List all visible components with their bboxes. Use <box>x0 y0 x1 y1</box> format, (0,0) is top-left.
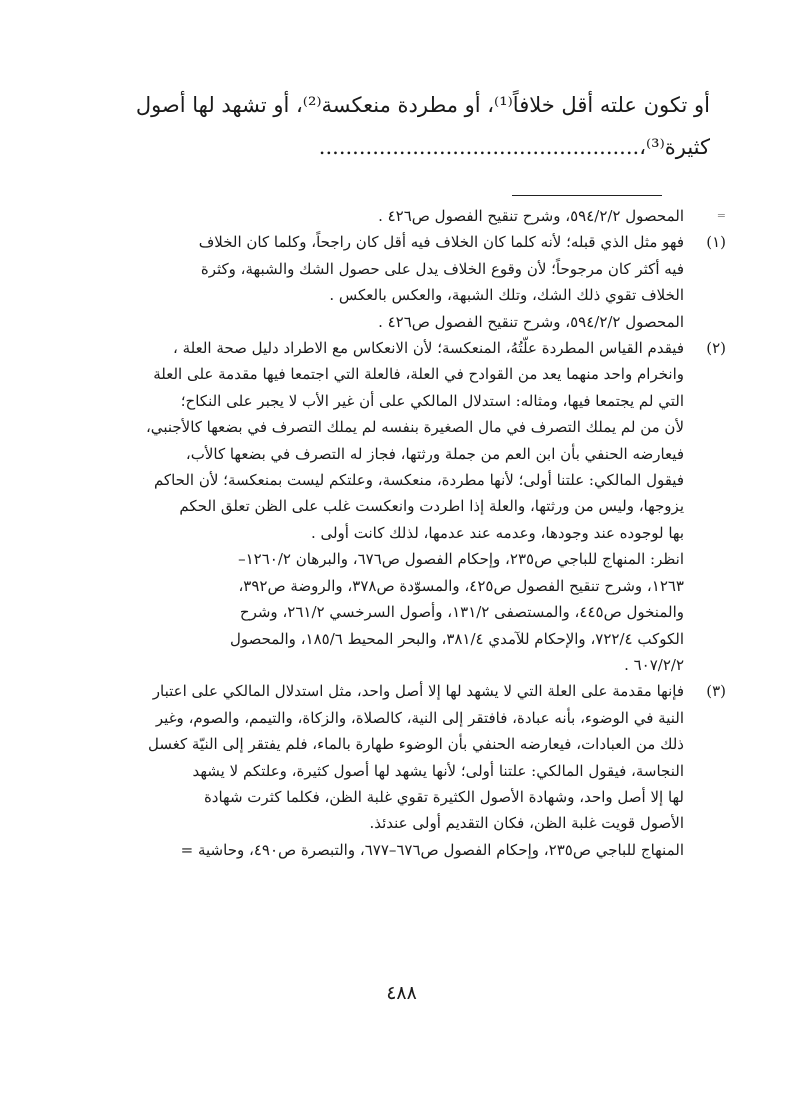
footnote-number: (١) <box>706 233 726 252</box>
footnote-3 <box>110 678 726 863</box>
footnote-line: يزوجها، وليس من ورثتها، والعلة إذا اطردت وانعكست غلب على الظن تعلق الحكم <box>179 497 684 516</box>
footnote-line: لأن من لم يملك التصرف في مال الصغيرة بنفسه لم يملك التصرف في بضعها كالأجنبي، <box>145 418 684 437</box>
footnote-line: لها إلا أصل واحد، وشهادة الأصول الكثيرة تقوي غلبة الظن، فكلما كثرت شهادة <box>203 787 684 806</box>
footnote-line: والمنخول ص٤٤٥، والمستصفى ١٣١/٢، وأصول السرخسي ٢٦١/٢، وشرح <box>239 603 684 622</box>
footnote-line: الخلاف تقوي ذلك الشك، وتلك الشبهة، والعكس بالعكس . <box>329 286 684 305</box>
footnotes <box>110 203 726 863</box>
footnote-line: التي لم يجتمعا فيها، ومثاله: استدلال المالكي على أن غير الأب لا يجبر على النكاح؛ <box>180 391 684 410</box>
footnote-line: ٦٠٧/٢/٢ . <box>624 655 684 674</box>
main-text-line: أو تكون علته أقل خلافاً⁽¹⁾، أو مطردة منعكسة⁽²⁾، أو تشهد لها أصول <box>135 93 710 117</box>
footnote-line: فإنها مقدمة على العلة التي لا يشهد لها إلا أصل واحد، مثل استدلال المالكي على اعتبار <box>152 682 684 701</box>
footnote-line: فيه أكثر كان مرجوحاً؛ لأن وقوع الخلاف يدل على حصول الشك والشبهة، وكثرة <box>200 259 684 278</box>
footnote-line: ذلك من العبادات، فيعارضه الحنفي بأن الوضوء طهارة بالماء، فلم يفتقر إلى النيّة كغسل <box>147 735 684 754</box>
continuation-mark: = <box>716 209 726 222</box>
footnote-number: (٣) <box>706 682 726 701</box>
footnote-line: فيقدم القياس المطردة علّتُهُ، المنعكسة؛ لأن الانعكاس مع الاطراد دليل صحة العلة ، <box>173 339 684 358</box>
footnote-line: المحصول ٥٩٤/٢/٢، وشرح تنقيح الفصول ص٤٢٦ . <box>378 207 684 225</box>
page-number: ٤٨٨ <box>386 982 417 1004</box>
footnote-line: فيقول المالكي: علتنا أولى؛ لأنها مطردة، منعكسة، وعلتكم ليست بمنعكسة؛ لأن الحاكم <box>153 471 684 490</box>
footnote-line: فهو مثل الذي قبله؛ لأنه كلما كان الخلاف فيه أقل كان راجحاً، وكلما كان الخلاف <box>198 233 684 252</box>
footnote-separator <box>512 195 662 196</box>
main-text-line: كثيرة⁽³⁾،................................................ <box>318 135 710 159</box>
footnote-line: وانخرام واحد منهما يعد من القوادح في العلة، فالعلة التي اجتمعا فيها مقدمة على العلة <box>153 365 684 384</box>
footnote-2 <box>110 335 726 678</box>
footnote-line: انظر: المنهاج للباجي ص٢٣٥، وإحكام الفصول ص٦٧٦، والبرهان ١٢٦٠/٢– <box>238 550 684 569</box>
footnote-line: النية في الوضوء، بأنه عبادة، فافتقر إلى النية، كالصلاة، والزكاة، والتيمم، والصوم، وغير <box>155 708 684 727</box>
footnote-line: المنهاج للباجي ص٢٣٥، وإحكام الفصول ص٦٧٦–٦٧٧، والتبصرة ص٤٩٠، وحاشية = <box>180 840 684 859</box>
footnote-line: فيعارضه الحنفي بأن ابن العم من جملة ورثتها، فجاز له التصرف في بضعها كالأب، <box>185 444 684 463</box>
footnote-continuation <box>110 203 726 229</box>
footnote-line: النجاسة، فيقول المالكي: علتنا أولى؛ لأنها يشهد لها أصول كثيرة، وعلتكم لا يشهد <box>192 761 684 780</box>
footnote-line: المحصول ٥٩٤/٢/٢، وشرح تنقيح الفصول ص٤٢٦ . <box>378 312 684 331</box>
footnote-line: بها لوجوده عند وجودها، وعدمه عند عدمها، لذلك كانت أولى . <box>310 523 684 542</box>
footnote-number: (٢) <box>706 339 726 358</box>
footnote-1 <box>110 229 726 335</box>
main-text <box>110 84 710 168</box>
footnote-line: الكوكب ٧٢٢/٤، والإحكام للآمدي ٣٨١/٤، والبحر المحيط ١٨٥/٦، والمحصول <box>229 629 684 648</box>
footnote-line: ١٢٦٣، وشرح تنقيح الفصول ص٤٢٥، والمسوّدة ص٣٧٨، والروضة ص٣٩٢، <box>238 576 684 595</box>
footnote-line: الأصول قويت غلبة الظن، فكان التقديم أولى عندئذ. <box>369 814 684 833</box>
